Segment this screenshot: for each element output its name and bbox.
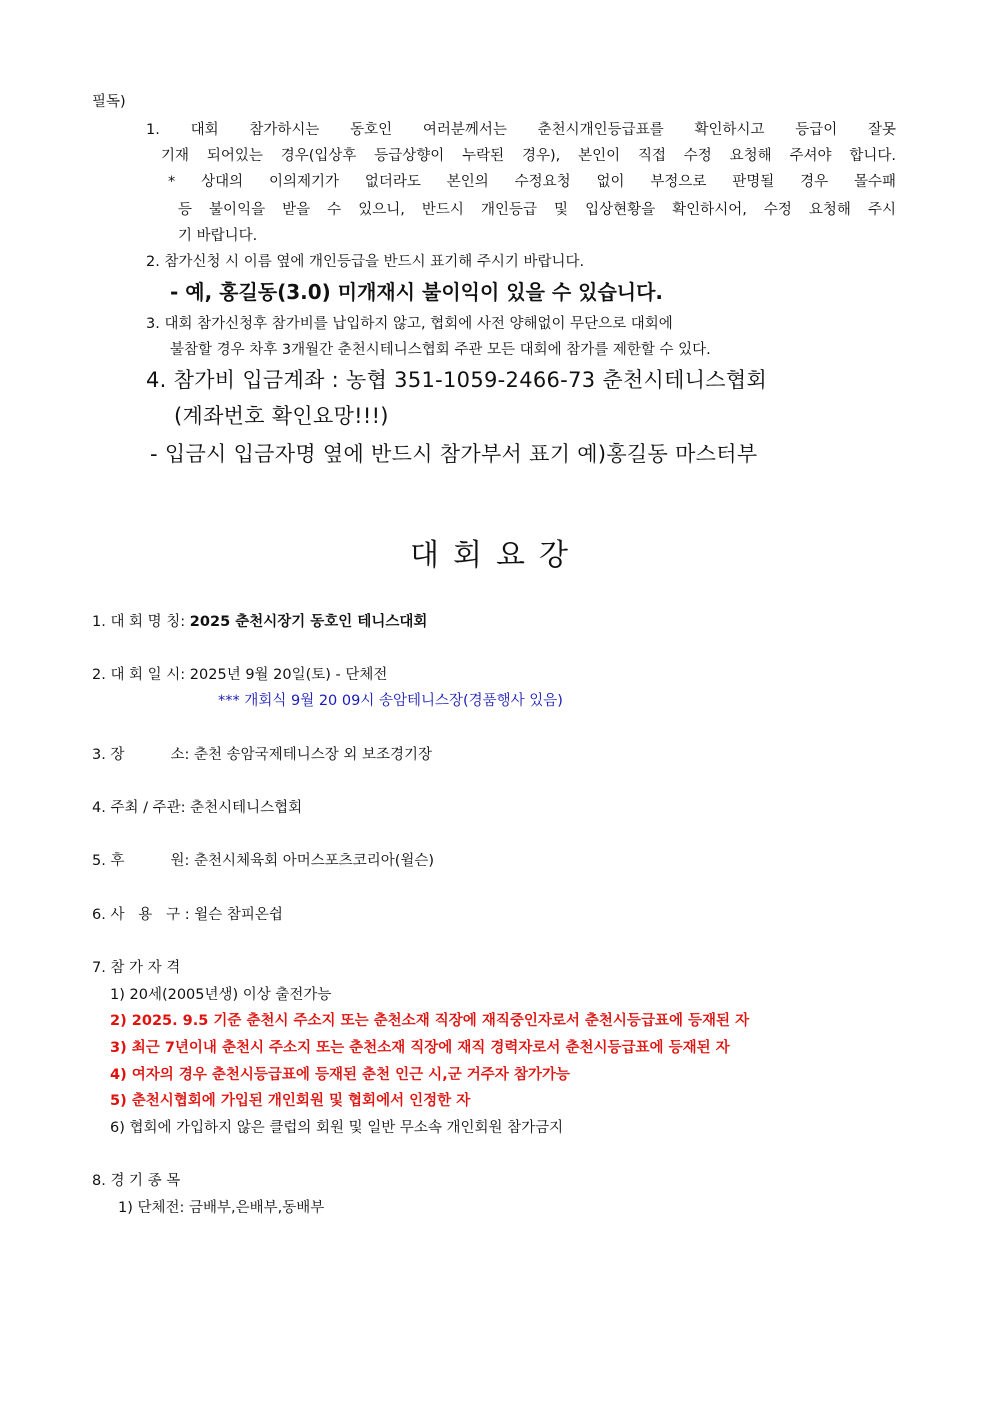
section-5-value: 춘천시체육회 아머스포츠코리아(윌슨) [194, 853, 435, 869]
notice-item-1-note-2: 등 불이익을 받을 수 있으니, 반드시 개인등급 및 입상현황을 확인하시어, 수정 요청해 주시 [178, 202, 896, 218]
section-7-item-1: 1) 20세(2005년생) 이상 출전가능 [110, 987, 332, 1003]
notice-item-3-line-1: 3. 대회 참가신청후 참가비를 납입하지 않고, 협회에 사전 양해없이 무단으로 대회에 [146, 316, 673, 332]
section-2 [92, 665, 387, 685]
section-3-label: 3. 장 소: [92, 747, 190, 763]
section-7-item-4: 4) 여자의 경우 춘천시등급표에 등재된 춘천 인근 시,군 거주자 참가가능 [110, 1067, 570, 1083]
notice-item-2: 2. 참가신청 시 이름 옆에 개인등급을 반드시 표기해 주시기 바랍니다. [146, 254, 585, 270]
section-8-label: 8. 경 기 종 목 [92, 1173, 181, 1189]
section-4-value: 춘천시테니스협회 [190, 800, 303, 816]
section-6-value: 윌슨 참피온쉽 [194, 907, 283, 923]
section-6 [92, 905, 283, 925]
notice-item-4-confirm: (계좌번호 확인요망!!!) [174, 404, 389, 428]
section-2-label: 2. 대 회 일 시: [92, 667, 186, 683]
notice-item-1-line-1: 1. 대회 참가하시는 동호인 여러분께서는 춘천시개인등급표를 확인하시고 등급이 잘못 [146, 122, 896, 138]
section-2-value: 2025년 9월 20일(토) - 단체전 [189, 667, 388, 683]
section-2-note: *** 개회식 9월 20 09시 송암테니스장(경품행사 있음) [218, 693, 563, 709]
section-1-value: 2025 춘천시장기 동호인 테니스대회 [189, 614, 428, 630]
notice-item-1-line-2: 기재 되어있는 경우(입상후 등급상향이 누락된 경우), 본인이 직접 수정 요청해 주셔야 합니다. [161, 148, 896, 164]
section-4 [92, 798, 302, 818]
section-4-label: 4. 주최 / 주관: [92, 800, 186, 816]
section-7-item-3: 3) 최근 7년이내 춘천시 주소지 또는 춘천소재 직장에 재직 경력자로서 춘천시등급표에 등재된 자 [110, 1040, 730, 1056]
section-8-item-1: 1) 단체전: 금배부,은배부,동배부 [118, 1200, 325, 1216]
notice-item-1-note-3: 기 바랍니다. [178, 228, 258, 244]
section-5-label: 5. 후 원: [92, 853, 190, 869]
section-6-label: 6. 사 용 구 : [92, 907, 190, 923]
section-1 [92, 612, 427, 632]
section-3-value: 춘천 송암국제테니스장 외 보조경기장 [194, 747, 432, 763]
section-3 [92, 745, 432, 765]
notice-item-4-account: 4. 참가비 입금계좌 : 농협 351-1059-2466-73 춘천시테니스협회 [146, 368, 768, 392]
notice-item-4-depositor-note: - 입금시 입금자명 옆에 반드시 참가부서 표기 예)홍길동 마스터부 [150, 442, 758, 466]
page-title: 대회요강 [410, 538, 582, 573]
section-1-label: 1. 대 회 명 칭: [92, 614, 186, 630]
section-5 [92, 851, 434, 871]
section-7-item-6: 6) 협회에 가입하지 않은 클럽의 회원 및 일반 무소속 개인회원 참가금지 [110, 1120, 564, 1136]
section-7-item-2: 2) 2025. 9.5 기준 춘천시 주소지 또는 춘천소재 직장에 재직중인자로서 춘천시등급표에 등재된 자 [110, 1013, 750, 1029]
notice-item-1-note-1: * 상대의 이의제기가 없더라도 본인의 수정요청 없이 부정으로 판명될 경우 몰수패 [168, 174, 896, 190]
notice-header: 필독) [92, 94, 126, 110]
notice-item-2-example: - 예, 홍길동(3.0) 미개재시 불이익이 있을 수 있습니다. [170, 280, 664, 304]
section-7-label: 7. 참 가 자 격 [92, 960, 181, 976]
section-7-item-5: 5) 춘천시협회에 가입된 개인회원 및 협회에서 인정한 자 [110, 1093, 471, 1109]
notice-item-3-line-2: 불참할 경우 차후 3개월간 춘천시테니스협회 주관 모든 대회에 참가를 제한할 수 있다. [170, 342, 711, 358]
